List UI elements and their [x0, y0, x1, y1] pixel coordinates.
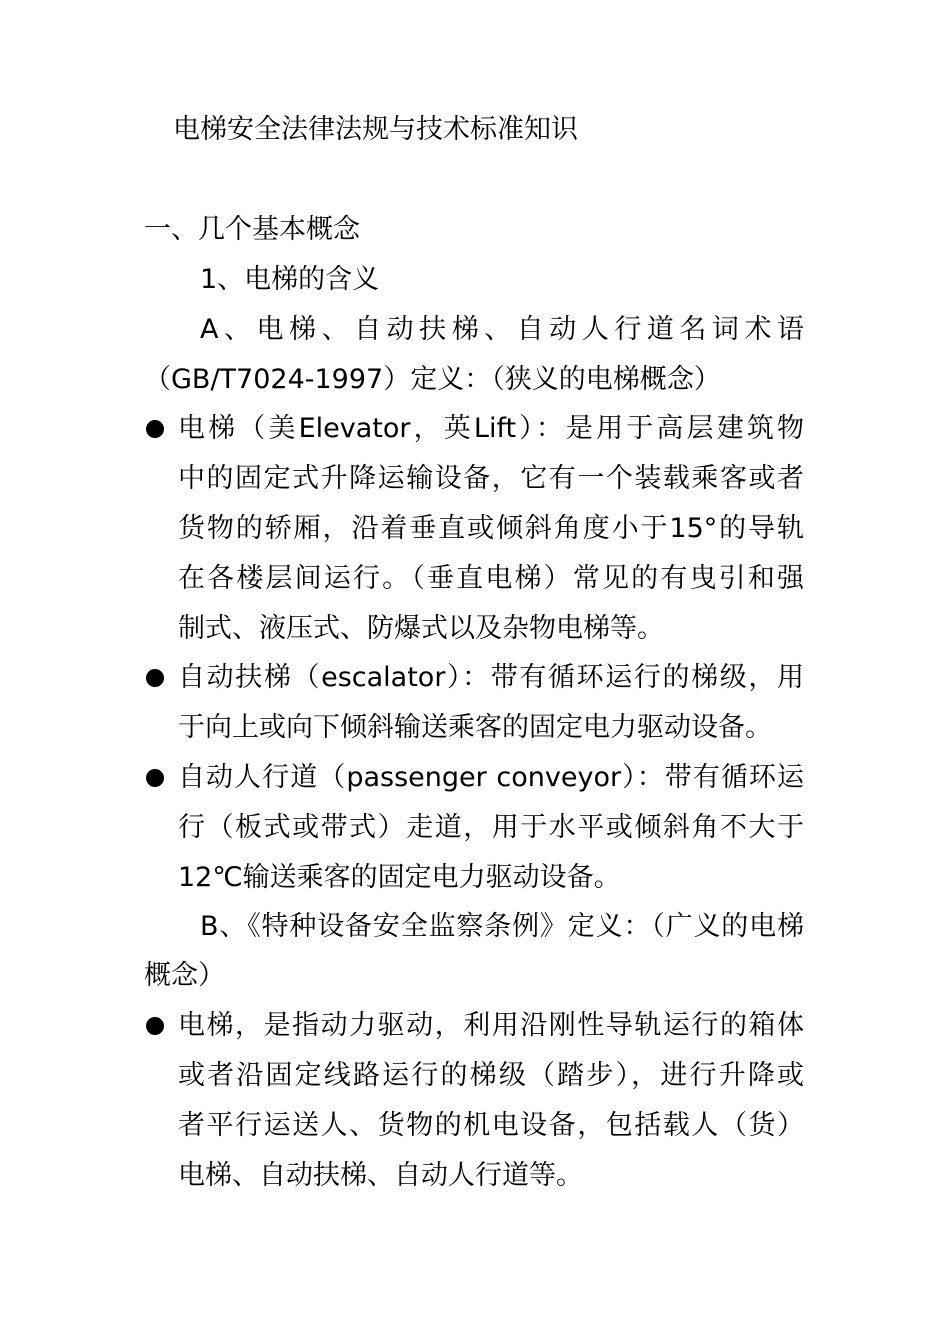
- bullet-elevator-line: 制式、液压式、防爆式以及杂物电梯等。: [178, 613, 664, 644]
- bullet-escalator-line: 于向上或向下倾斜输送乘客的固定电力驱动设备。: [178, 712, 772, 743]
- subsection-heading: 1、电梯的含义: [200, 264, 380, 295]
- bullet-definition-b-line: 者平行运送人、货物的机电设备，包括载人（货）: [178, 1110, 804, 1141]
- bullet-elevator-line: 中的固定式升降运输设备，它有一个装载乘客或者: [178, 463, 804, 494]
- bullet-walkway-line: 12℃输送乘客的固定电力驱动设备。: [178, 862, 621, 893]
- bullet-elevator-line: 在各楼层间运行。（垂直电梯）常见的有曳引和强: [178, 563, 804, 594]
- bullet-walkway-line: 行（板式或带式）走道，用于水平或倾斜角不大于: [178, 812, 804, 843]
- bullet-elevator-line: 电梯（美Elevator，英Lift）：是用于高层建筑物: [178, 413, 804, 444]
- definition-a-line-2: （GB/T7024-1997）定义：（狭义的电梯概念）: [144, 364, 721, 395]
- bullet-elevator-line: 货物的轿厢，沿着垂直或倾斜角度小于15°的导轨: [178, 513, 804, 544]
- document-title: 电梯安全法律法规与技术标准知识: [173, 114, 578, 145]
- bullet-definition-b-line: 或者沿固定线路运行的梯级（踏步），进行升降或: [178, 1060, 804, 1091]
- bullet-escalator-line: 自动扶梯（escalator）：带有循环运行的梯级，用: [178, 662, 804, 693]
- bullet-definition-b-line: 电梯，是指动力驱动，利用沿刚性导轨运行的箱体: [178, 1010, 804, 1041]
- bullet-icon: [146, 420, 164, 438]
- bullet-definition-b-line: 电梯、自动扶梯、自动人行道等。: [178, 1160, 583, 1191]
- definition-a-line-1: A、电梯、自动扶梯、自动人行道名词术语: [200, 314, 804, 345]
- bullet-icon: [146, 669, 164, 687]
- bullet-icon: [146, 1017, 164, 1035]
- definition-b-line-2: 概念）: [144, 960, 225, 991]
- definition-b-line-1: B、《特种设备安全监察条例》定义：（广义的电梯: [200, 911, 804, 942]
- bullet-icon: [146, 769, 164, 787]
- bullet-walkway-line: 自动人行道（passenger conveyor）：带有循环运: [178, 762, 804, 793]
- section-heading: 一、几个基本概念: [144, 214, 360, 245]
